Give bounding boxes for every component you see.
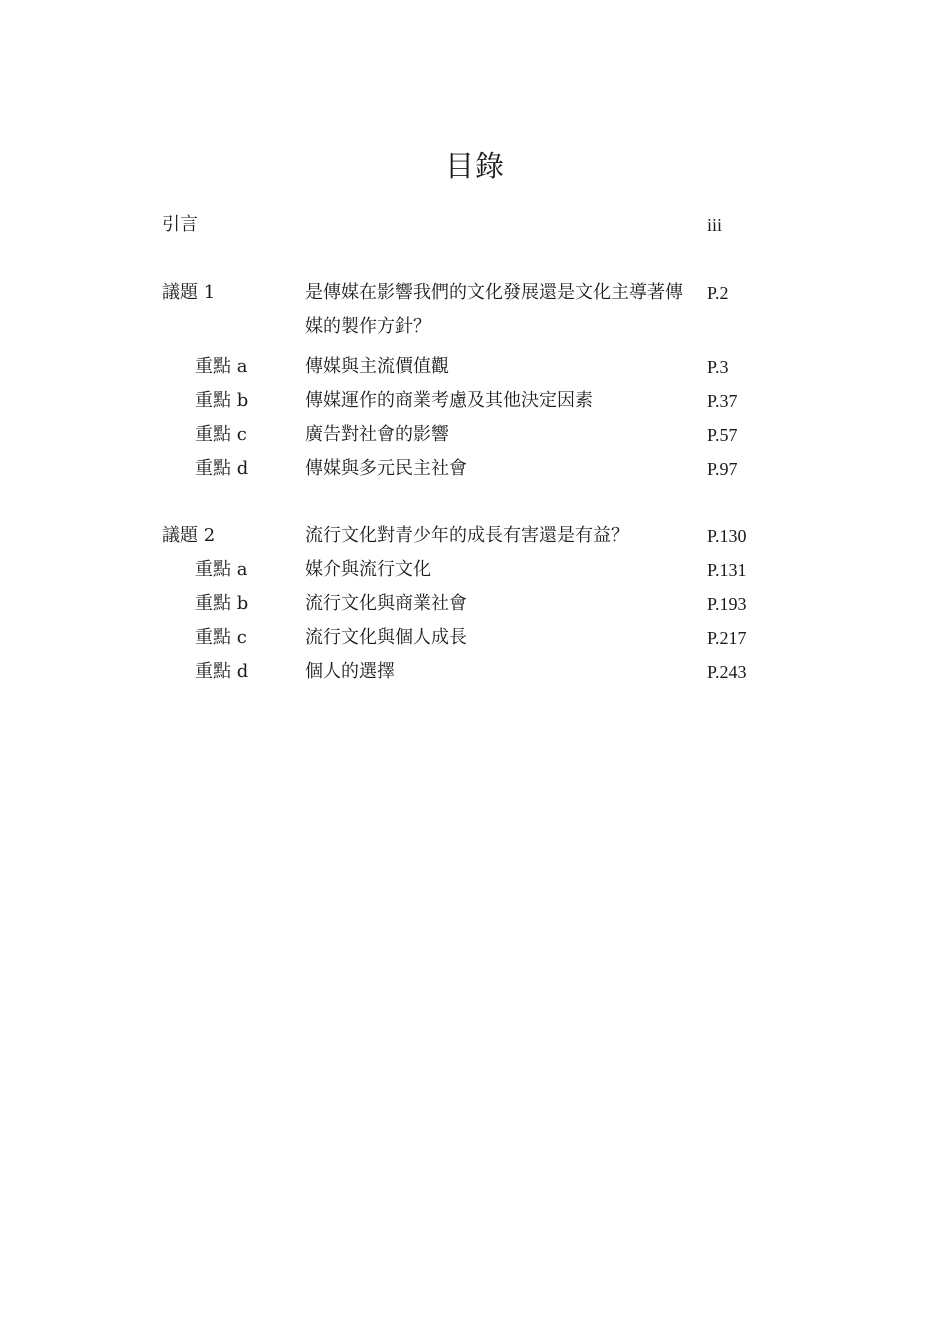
toc-point-title: 傳媒與主流價值觀: [305, 356, 449, 377]
toc-point-label: 重點 b: [195, 390, 249, 411]
toc-page-number: P.193: [707, 594, 747, 614]
toc-page-number: P.243: [707, 662, 747, 682]
toc-point-label: 重點 d: [195, 661, 249, 682]
toc-entry-label: 引言: [162, 214, 198, 235]
toc-section-label: 議題 1: [162, 282, 216, 303]
toc-page-number: P.2: [707, 283, 729, 303]
toc-page-number: P.3: [707, 357, 729, 377]
toc-point-label: 重點 c: [195, 627, 247, 648]
toc-point-title: 流行文化與商業社會: [305, 593, 467, 614]
toc-point-title: 傳媒運作的商業考慮及其他決定因素: [305, 390, 593, 411]
toc-point-title: 媒介與流行文化: [305, 559, 431, 580]
toc-point-label: 重點 a: [195, 356, 248, 377]
toc-point-title: 個人的選擇: [305, 661, 395, 682]
toc-page-number: P.131: [707, 560, 747, 580]
toc-page-number: P.217: [707, 628, 747, 648]
toc-page-number: P.57: [707, 425, 738, 445]
toc-section-title: 流行文化對青少年的成長有害還是有益？: [305, 525, 629, 546]
toc-point-label: 重點 d: [195, 458, 249, 479]
toc-page-number: iii: [707, 215, 723, 235]
toc-point-title: 傳媒與多元民主社會: [305, 458, 467, 479]
toc-point-title: 流行文化與個人成長: [305, 627, 467, 648]
toc-point-label: 重點 b: [195, 593, 249, 614]
toc-page-number: P.130: [707, 526, 747, 546]
toc-page-number: P.97: [707, 459, 738, 479]
toc-point-label: 重點 c: [195, 424, 247, 445]
toc-page-number: P.37: [707, 391, 738, 411]
toc-section-label: 議題 2: [162, 525, 216, 546]
toc-point-title: 廣告對社會的影響: [305, 424, 449, 445]
page-title: 目錄: [444, 149, 505, 183]
toc-point-label: 重點 a: [195, 559, 248, 580]
toc-section-title: 是傳媒在影響我們的文化發展還是文化主導著傳媒的製作方針？: [305, 282, 683, 337]
